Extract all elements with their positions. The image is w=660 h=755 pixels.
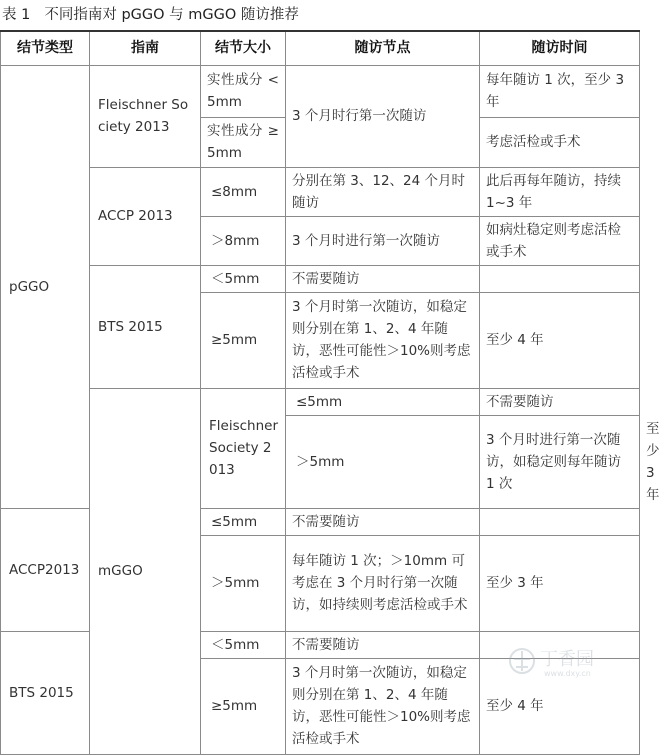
header-nodule-type: 结节类型: [1, 31, 90, 65]
table-caption: [2, 2, 299, 28]
time-cell: 考虑活检或手术: [480, 117, 640, 167]
header-guideline: 指南: [90, 31, 201, 65]
header-follow-up-time: 随访时间: [480, 31, 640, 65]
node-cell: 3 个月时第一次随访，如稳定则分别在第 1、2、4 年随访，恶性可能性＞10%则考虑活检或手术: [286, 292, 480, 388]
node-cell: 3 个月时进行第一次随访，如稳定则每年随访 1 次: [480, 415, 640, 508]
time-cell: 如病灶稳定则考虑活检或手术: [480, 216, 640, 265]
header-nodule-size: 结节大小: [201, 31, 286, 65]
table-row: ＞5mm 3 个月时进行第一次随访，如稳定则每年随访 1 次 至少 3 年: [1, 415, 640, 508]
size-cell: ≤5mm: [286, 388, 480, 415]
time-cell: 至少 4 年: [480, 658, 640, 754]
watermark-url: www.dxy.cn: [544, 669, 591, 678]
size-cell: ＞5mm: [201, 535, 286, 631]
time-cell: [480, 265, 640, 292]
node-cell: 不需要随访: [286, 508, 480, 535]
size-cell: ≥5mm: [201, 292, 286, 388]
node-cell: 3 个月时行第一次随访: [286, 65, 480, 167]
guide-cell: BTS 2015: [90, 265, 201, 388]
table-row: [1, 388, 640, 415]
size-cell: ≥5mm: [201, 658, 286, 754]
size-cell: ≤5mm: [201, 508, 286, 535]
node-cell: 不需要随访: [286, 265, 480, 292]
node-cell: 分别在第 3、12、24 个月时随访: [286, 167, 480, 216]
node-cell: 3 个月时第一次随访，如稳定则分别在第 1、2、4 年随访，恶性可能性＞10%则考虑活检或手术: [286, 658, 480, 754]
time-cell: 至少 4 年: [480, 292, 640, 388]
size-cell: ＜5mm: [201, 265, 286, 292]
header-row: [1, 31, 640, 65]
table-row: [1, 167, 640, 216]
guide-cell: Fleischner Society 2013: [90, 65, 201, 167]
type-cell-mggo: mGGO: [90, 388, 201, 754]
guide-cell: ACCP2013: [1, 508, 90, 631]
size-cell: ＞5mm: [286, 415, 480, 508]
follow-up-table: [0, 30, 660, 755]
node-cell: 不需要随访: [480, 388, 640, 415]
node-cell: 不需要随访: [286, 631, 480, 658]
size-cell: 实性成分 <5mm: [201, 65, 286, 117]
time-cell: 至少 3 年: [480, 535, 640, 631]
guide-cell: BTS 2015: [1, 631, 90, 754]
node-cell: 每年随访 1 次；＞10mm 可考虑在 3 个月时行第一次随访，如持续则考虑活检或手术: [286, 535, 480, 631]
header-follow-up-node: 随访节点: [286, 31, 480, 65]
size-cell: 实性成分 ≥5mm: [201, 117, 286, 167]
table-row: [1, 265, 640, 292]
time-cell: 每年随访 1 次，至少 3 年: [480, 65, 640, 117]
guide-cell: ACCP 2013: [90, 167, 201, 265]
node-cell: 3 个月时进行第一次随访: [286, 216, 480, 265]
size-cell: ＞8mm: [201, 216, 286, 265]
table-number: 表 1: [2, 7, 31, 23]
time-cell: 此后再每年随访，持续 1~3 年: [480, 167, 640, 216]
table-title: 不同指南对 pGGO 与 mGGO 随访推荐: [44, 7, 299, 23]
time-cell: [480, 508, 640, 535]
guide-cell: Fleischner Society 2013: [201, 388, 286, 508]
table-row: [1, 65, 640, 117]
time-cell: [480, 631, 640, 658]
type-cell-pggo: pGGO: [1, 65, 90, 508]
size-cell: ≤8mm: [201, 167, 286, 216]
watermark-text: 丁香园: [540, 649, 594, 670]
size-cell: ＜5mm: [201, 631, 286, 658]
